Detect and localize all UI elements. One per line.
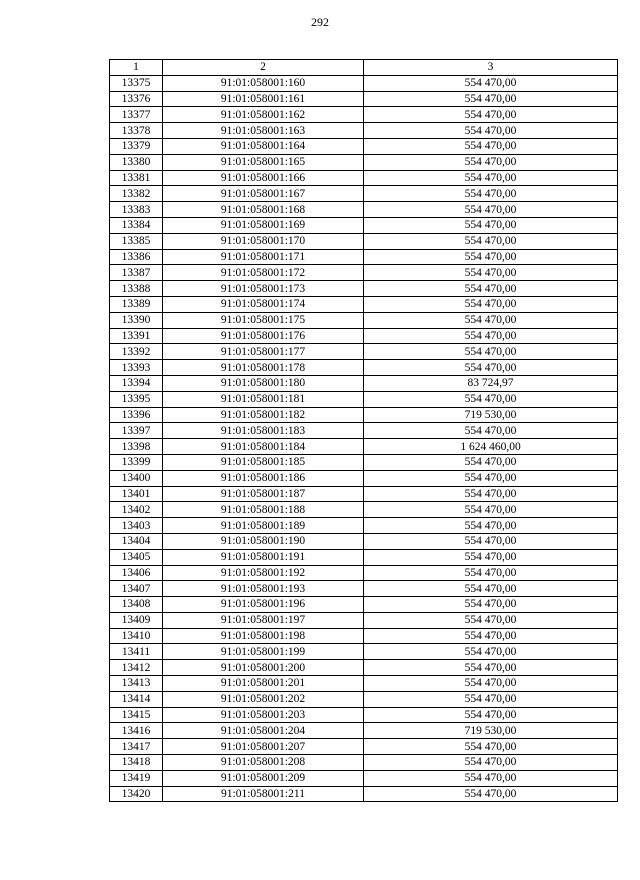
row-number-cell: 13419 bbox=[110, 770, 163, 786]
value-cell: 554 470,00 bbox=[364, 739, 618, 755]
value-cell: 554 470,00 bbox=[364, 691, 618, 707]
row-number-cell: 13404 bbox=[110, 533, 163, 549]
value-cell: 719 530,00 bbox=[364, 407, 618, 423]
cadastral-number-cell: 91:01:058001:199 bbox=[163, 644, 364, 660]
cadastral-number-cell: 91:01:058001:187 bbox=[163, 486, 364, 502]
table-row bbox=[110, 739, 618, 755]
table-row bbox=[110, 344, 618, 360]
row-number-cell: 13391 bbox=[110, 328, 163, 344]
value-cell: 719 530,00 bbox=[364, 723, 618, 739]
table-row bbox=[110, 375, 618, 391]
cadastral-number-cell: 91:01:058001:192 bbox=[163, 565, 364, 581]
table-row bbox=[110, 660, 618, 676]
row-number-cell: 13407 bbox=[110, 581, 163, 597]
row-number-cell: 13381 bbox=[110, 170, 163, 186]
row-number-cell: 13380 bbox=[110, 154, 163, 170]
value-cell: 554 470,00 bbox=[364, 107, 618, 123]
table-row bbox=[110, 233, 618, 249]
cadastral-number-cell: 91:01:058001:200 bbox=[163, 660, 364, 676]
row-number-cell: 13395 bbox=[110, 391, 163, 407]
cadastral-number-cell: 91:01:058001:204 bbox=[163, 723, 364, 739]
row-number-cell: 13382 bbox=[110, 186, 163, 202]
cadastral-number-cell: 91:01:058001:176 bbox=[163, 328, 364, 344]
cadastral-number-cell: 91:01:058001:193 bbox=[163, 581, 364, 597]
table-row bbox=[110, 676, 618, 692]
table-row bbox=[110, 723, 618, 739]
value-cell: 554 470,00 bbox=[364, 502, 618, 518]
row-number-cell: 13397 bbox=[110, 423, 163, 439]
value-cell: 554 470,00 bbox=[364, 486, 618, 502]
row-number-cell: 13394 bbox=[110, 375, 163, 391]
cadastral-number-cell: 91:01:058001:202 bbox=[163, 691, 364, 707]
cadastral-number-cell: 91:01:058001:168 bbox=[163, 202, 364, 218]
value-cell: 554 470,00 bbox=[364, 565, 618, 581]
row-number-cell: 13386 bbox=[110, 249, 163, 265]
cadastral-number-cell: 91:01:058001:175 bbox=[163, 312, 364, 328]
table-row bbox=[110, 502, 618, 518]
row-number-cell: 13402 bbox=[110, 502, 163, 518]
cadastral-number-cell: 91:01:058001:163 bbox=[163, 123, 364, 139]
value-cell: 554 470,00 bbox=[364, 612, 618, 628]
value-cell: 554 470,00 bbox=[364, 312, 618, 328]
cadastral-number-cell: 91:01:058001:209 bbox=[163, 770, 364, 786]
row-number-cell: 13410 bbox=[110, 628, 163, 644]
row-number-cell: 13412 bbox=[110, 660, 163, 676]
value-cell: 554 470,00 bbox=[364, 154, 618, 170]
cadastral-number-cell: 91:01:058001:167 bbox=[163, 186, 364, 202]
header-cell-2: 2 bbox=[163, 60, 364, 76]
cadastral-number-cell: 91:01:058001:191 bbox=[163, 549, 364, 565]
cadastral-number-cell: 91:01:058001:198 bbox=[163, 628, 364, 644]
row-number-cell: 13377 bbox=[110, 107, 163, 123]
cadastral-number-cell: 91:01:058001:162 bbox=[163, 107, 364, 123]
table-row bbox=[110, 328, 618, 344]
value-cell: 554 470,00 bbox=[364, 423, 618, 439]
table-row bbox=[110, 644, 618, 660]
table-row bbox=[110, 202, 618, 218]
value-cell: 554 470,00 bbox=[364, 676, 618, 692]
table-row bbox=[110, 770, 618, 786]
table-row bbox=[110, 281, 618, 297]
table-row bbox=[110, 454, 618, 470]
table-row bbox=[110, 296, 618, 312]
cadastral-number-cell: 91:01:058001:170 bbox=[163, 233, 364, 249]
table-row bbox=[110, 154, 618, 170]
table-row bbox=[110, 786, 618, 802]
row-number-cell: 13384 bbox=[110, 217, 163, 233]
cadastral-number-cell: 91:01:058001:186 bbox=[163, 470, 364, 486]
table-row bbox=[110, 123, 618, 139]
value-cell: 554 470,00 bbox=[364, 249, 618, 265]
cadastral-number-cell: 91:01:058001:172 bbox=[163, 265, 364, 281]
cadastral-number-cell: 91:01:058001:184 bbox=[163, 439, 364, 455]
row-number-cell: 13376 bbox=[110, 91, 163, 107]
table-row bbox=[110, 107, 618, 123]
value-cell: 554 470,00 bbox=[364, 281, 618, 297]
value-cell: 83 724,97 bbox=[364, 375, 618, 391]
value-cell: 554 470,00 bbox=[364, 123, 618, 139]
row-number-cell: 13396 bbox=[110, 407, 163, 423]
table-row bbox=[110, 360, 618, 376]
table-row bbox=[110, 549, 618, 565]
row-number-cell: 13401 bbox=[110, 486, 163, 502]
table-row bbox=[110, 597, 618, 613]
table-body bbox=[110, 75, 618, 802]
row-number-cell: 13398 bbox=[110, 439, 163, 455]
value-cell: 554 470,00 bbox=[364, 533, 618, 549]
row-number-cell: 13379 bbox=[110, 138, 163, 154]
table-row bbox=[110, 612, 618, 628]
cadastral-number-cell: 91:01:058001:166 bbox=[163, 170, 364, 186]
value-cell: 554 470,00 bbox=[364, 91, 618, 107]
table-row bbox=[110, 138, 618, 154]
cadastral-number-cell: 91:01:058001:183 bbox=[163, 423, 364, 439]
row-number-cell: 13418 bbox=[110, 755, 163, 771]
cadastral-number-cell: 91:01:058001:211 bbox=[163, 786, 364, 802]
table-row bbox=[110, 470, 618, 486]
value-cell: 554 470,00 bbox=[364, 628, 618, 644]
value-cell: 554 470,00 bbox=[364, 75, 618, 91]
table-row bbox=[110, 217, 618, 233]
value-cell: 554 470,00 bbox=[364, 217, 618, 233]
row-number-cell: 13420 bbox=[110, 786, 163, 802]
header-cell-1: 1 bbox=[110, 60, 163, 76]
cadastral-number-cell: 91:01:058001:181 bbox=[163, 391, 364, 407]
cadastral-number-cell: 91:01:058001:185 bbox=[163, 454, 364, 470]
table-row bbox=[110, 186, 618, 202]
value-cell: 554 470,00 bbox=[364, 597, 618, 613]
cadastral-number-cell: 91:01:058001:208 bbox=[163, 755, 364, 771]
value-cell: 554 470,00 bbox=[364, 265, 618, 281]
cadastral-number-cell: 91:01:058001:180 bbox=[163, 375, 364, 391]
row-number-cell: 13417 bbox=[110, 739, 163, 755]
row-number-cell: 13378 bbox=[110, 123, 163, 139]
value-cell: 554 470,00 bbox=[364, 186, 618, 202]
row-number-cell: 13392 bbox=[110, 344, 163, 360]
cadastral-number-cell: 91:01:058001:160 bbox=[163, 75, 364, 91]
row-number-cell: 13414 bbox=[110, 691, 163, 707]
value-cell: 554 470,00 bbox=[364, 138, 618, 154]
registry-table bbox=[109, 59, 618, 802]
row-number-cell: 13393 bbox=[110, 360, 163, 376]
row-number-cell: 13390 bbox=[110, 312, 163, 328]
table-header bbox=[110, 60, 618, 76]
cadastral-number-cell: 91:01:058001:189 bbox=[163, 518, 364, 534]
value-cell: 554 470,00 bbox=[364, 470, 618, 486]
value-cell: 554 470,00 bbox=[364, 770, 618, 786]
table-row bbox=[110, 170, 618, 186]
value-cell: 554 470,00 bbox=[364, 581, 618, 597]
row-number-cell: 13383 bbox=[110, 202, 163, 218]
row-number-cell: 13406 bbox=[110, 565, 163, 581]
cadastral-number-cell: 91:01:058001:203 bbox=[163, 707, 364, 723]
row-number-cell: 13388 bbox=[110, 281, 163, 297]
row-number-cell: 13415 bbox=[110, 707, 163, 723]
value-cell: 554 470,00 bbox=[364, 755, 618, 771]
value-cell: 554 470,00 bbox=[364, 644, 618, 660]
cadastral-number-cell: 91:01:058001:201 bbox=[163, 676, 364, 692]
table-row bbox=[110, 312, 618, 328]
table-row bbox=[110, 628, 618, 644]
table-row bbox=[110, 707, 618, 723]
value-cell: 554 470,00 bbox=[364, 296, 618, 312]
cadastral-number-cell: 91:01:058001:178 bbox=[163, 360, 364, 376]
cadastral-number-cell: 91:01:058001:171 bbox=[163, 249, 364, 265]
cadastral-number-cell: 91:01:058001:197 bbox=[163, 612, 364, 628]
header-cell-3: 3 bbox=[364, 60, 618, 76]
row-number-cell: 13416 bbox=[110, 723, 163, 739]
value-cell: 554 470,00 bbox=[364, 344, 618, 360]
table-row bbox=[110, 249, 618, 265]
table-row bbox=[110, 91, 618, 107]
cadastral-number-cell: 91:01:058001:164 bbox=[163, 138, 364, 154]
value-cell: 554 470,00 bbox=[364, 170, 618, 186]
value-cell: 554 470,00 bbox=[364, 518, 618, 534]
row-number-cell: 13375 bbox=[110, 75, 163, 91]
table-row bbox=[110, 755, 618, 771]
value-cell: 554 470,00 bbox=[364, 707, 618, 723]
value-cell: 554 470,00 bbox=[364, 328, 618, 344]
value-cell: 554 470,00 bbox=[364, 454, 618, 470]
cadastral-number-cell: 91:01:058001:165 bbox=[163, 154, 364, 170]
row-number-cell: 13413 bbox=[110, 676, 163, 692]
row-number-cell: 13409 bbox=[110, 612, 163, 628]
value-cell: 554 470,00 bbox=[364, 786, 618, 802]
cadastral-number-cell: 91:01:058001:161 bbox=[163, 91, 364, 107]
table-row bbox=[110, 407, 618, 423]
cadastral-number-cell: 91:01:058001:174 bbox=[163, 296, 364, 312]
table-row bbox=[110, 423, 618, 439]
cadastral-number-cell: 91:01:058001:207 bbox=[163, 739, 364, 755]
cadastral-number-cell: 91:01:058001:169 bbox=[163, 217, 364, 233]
page-number: 292 bbox=[311, 15, 329, 29]
table-row bbox=[110, 565, 618, 581]
value-cell: 554 470,00 bbox=[364, 202, 618, 218]
cadastral-number-cell: 91:01:058001:196 bbox=[163, 597, 364, 613]
table-row bbox=[110, 439, 618, 455]
table-row bbox=[110, 691, 618, 707]
row-number-cell: 13387 bbox=[110, 265, 163, 281]
table-row bbox=[110, 518, 618, 534]
header-row bbox=[110, 60, 618, 76]
value-cell: 1 624 460,00 bbox=[364, 439, 618, 455]
value-cell: 554 470,00 bbox=[364, 233, 618, 249]
cadastral-number-cell: 91:01:058001:177 bbox=[163, 344, 364, 360]
row-number-cell: 13408 bbox=[110, 597, 163, 613]
row-number-cell: 13405 bbox=[110, 549, 163, 565]
table-row bbox=[110, 75, 618, 91]
value-cell: 554 470,00 bbox=[364, 391, 618, 407]
value-cell: 554 470,00 bbox=[364, 660, 618, 676]
value-cell: 554 470,00 bbox=[364, 549, 618, 565]
cadastral-number-cell: 91:01:058001:188 bbox=[163, 502, 364, 518]
table-row bbox=[110, 391, 618, 407]
table-row bbox=[110, 265, 618, 281]
row-number-cell: 13385 bbox=[110, 233, 163, 249]
value-cell: 554 470,00 bbox=[364, 360, 618, 376]
cadastral-number-cell: 91:01:058001:182 bbox=[163, 407, 364, 423]
table-row bbox=[110, 533, 618, 549]
row-number-cell: 13411 bbox=[110, 644, 163, 660]
row-number-cell: 13400 bbox=[110, 470, 163, 486]
row-number-cell: 13399 bbox=[110, 454, 163, 470]
cadastral-number-cell: 91:01:058001:173 bbox=[163, 281, 364, 297]
row-number-cell: 13389 bbox=[110, 296, 163, 312]
table-row bbox=[110, 581, 618, 597]
cadastral-number-cell: 91:01:058001:190 bbox=[163, 533, 364, 549]
row-number-cell: 13403 bbox=[110, 518, 163, 534]
table-row bbox=[110, 486, 618, 502]
